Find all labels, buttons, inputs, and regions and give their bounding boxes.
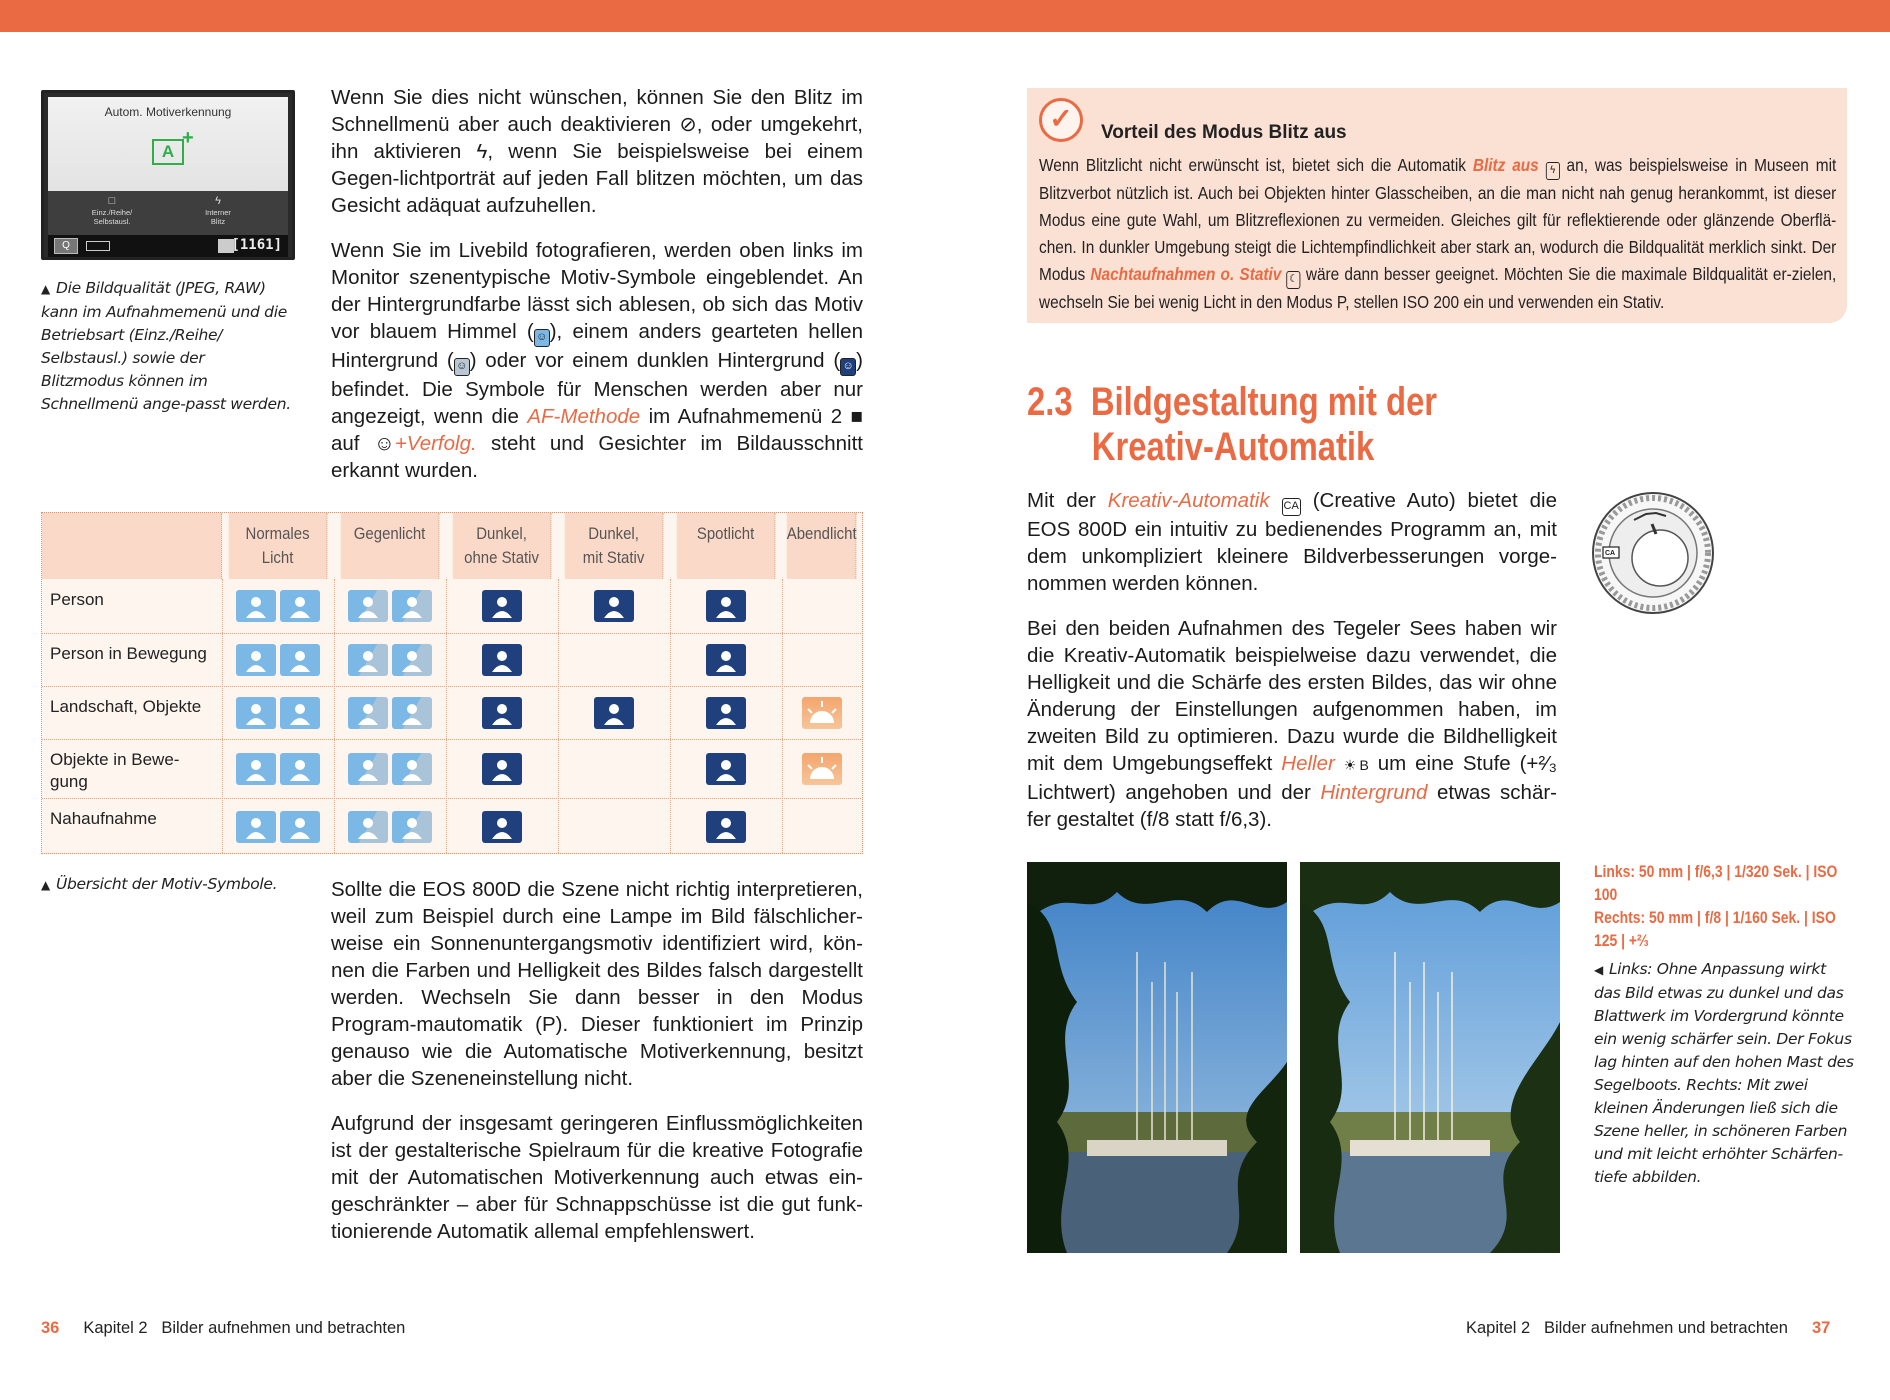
row-divider (42, 798, 861, 799)
camera-screen-top (48, 97, 288, 191)
text-span: an, was beispielsweise in Museen mit Blitzverbot nützlich ist. Auch bei Objekten hinter Glasscheiben, an die man nicht nah genug herankommt, ist dieser Modus eine gute Wahl, um Blitzreflexionen zu vermeiden. Gleiches gilt für reflektierende oder glänzende Oberflä-chen. In dunkler Umgebung steigt die Lichtempfindlichkeit aber stark an, wodurch die Bildqualität merklich sinkt. Der Modus (1039, 155, 1837, 284)
paragraph-misinterpretation: Sollte die EOS 800D die Szene nicht richtig interpretieren, weil zum Beispiel durch eine Lampe im Bild fälschlicher-weise ein Sonnenuntergangsmotiv identifiziert wird, kön-nen die Farben und Helligkeit des Bildes falsch dargestellt werden. Wechseln Sie dann besser in den Modus Program-mautomatik (P). Dieser funktioniert im Prinzip genauso wie die Automatische Motiverkennung, besitzt aber die Szeneneinstellung nicht. (331, 878, 863, 1090)
creative-auto-link[interactable]: Kreativ-Automatik (1107, 489, 1270, 512)
scene-mode-icon (348, 644, 388, 676)
quick-menu-icon: Q (54, 238, 78, 254)
scene-mode-icon (482, 753, 522, 785)
column-header: Normales Licht (229, 513, 328, 579)
flash-off-icon: ϟ (1546, 162, 1560, 180)
row-divider (42, 739, 861, 740)
scene-mode-icon (280, 644, 320, 676)
mode-dial-image (1592, 492, 1714, 614)
paragraph-tegeler-see (1027, 615, 1557, 833)
triangle-up-icon: ▲ (41, 282, 50, 296)
text-span: Wenn Sie im Livebild fotografieren, werden oben links im Monitor szenentypische Motiv-Symbole eingeblendet. An der Hintergrundfarbe lässt sich ablesen, ob sich das Motiv vor blauem Himmel ( (331, 239, 863, 343)
text-span: Bei den beiden Aufnahmen des Tegeler Sees haben wir die Kreativ-Automatik beispielweise dazu verwendet, die Helligkeit und die Schärfe des ersten Bildes, das wir ohne Änderung der Einstellungen aufgenommen haben, im zweiten Bild zu optimieren. Dazu wurde die Bildhelligkeit mit dem Umgebungseffekt (1027, 617, 1557, 775)
scene-mode-icon (280, 753, 320, 785)
row-label: Landschaft, Objekte (50, 697, 202, 716)
column-header: Spotlicht (677, 513, 776, 579)
section-heading (1027, 380, 1437, 470)
text-span: Mit der (1027, 489, 1108, 512)
page-number-left: 36 (41, 1319, 60, 1337)
flash-off-link[interactable]: Blitz aus (1472, 155, 1539, 175)
heading-line-2: Kreativ-Automatik (1091, 425, 1375, 469)
scene-mode-icon (392, 590, 432, 622)
footer-left-text: Kapitel 2 Bilder aufnehmen und betrachten (83, 1319, 406, 1337)
photo-settings-right: Rechts: 50 mm | f/8 | 1/160 Sek. | ISO 125 | +⅔ (1594, 908, 1836, 950)
night-mode-link[interactable]: Nachtaufnahmen o. Stativ (1090, 264, 1282, 284)
flash-mode-label: Interner Blitz (205, 208, 231, 226)
night-mode-icon: ☾ (1287, 271, 1301, 289)
photo-description (1594, 958, 1856, 1189)
dark-bg-icon: ☺ (840, 358, 856, 376)
face-track-icon: ☺ (373, 432, 395, 455)
column-header: Dunkel, mit Stativ (565, 513, 664, 579)
photo-settings-left: Links: 50 mm | f/6,3 | 1/320 Sek. | ISO 100 (1594, 862, 1838, 904)
column-header: Abendlicht (787, 513, 857, 579)
triangle-left-icon: ◀ (1594, 963, 1603, 977)
column-divider (446, 579, 447, 853)
scene-mode-icon (236, 753, 276, 785)
drive-mode-item (72, 197, 152, 226)
checkmark-icon: ✓ (1039, 98, 1083, 142)
camera-screen-menu (48, 191, 288, 235)
bright-bg-icon: ☺ (454, 358, 470, 376)
left-column-lower-text (331, 876, 863, 1263)
row-label: Person in Bewegung (50, 644, 207, 663)
lake-photo-dark (1027, 862, 1287, 1253)
column-header: Dunkel, ohne Stativ (453, 513, 552, 579)
column-header: Gegenlicht (341, 513, 440, 579)
scene-mode-icon (594, 697, 634, 729)
scene-mode-icon (280, 811, 320, 843)
af-method-link[interactable]: AF-Methode (527, 405, 641, 428)
row-label: Objekte in Bewe- gung (50, 750, 180, 791)
paragraph-flash: Wenn Sie dies nicht wünschen, können Sie den Blitz im Schnellmenü aber auch deaktivieren ⊘, oder umgekehrt, ihn aktivieren ϟ, wenn Sie beispielsweise bei einem Gegen-lichtporträt auf jeden Fall blitzen möchten, um das Gesicht adäquat aufzuhellen. (331, 86, 863, 217)
tip-box (1027, 88, 1847, 323)
photo-settings-caption (1594, 860, 1848, 952)
sunset-icon (802, 697, 842, 729)
camera-screen-title: Autom. Motiverkennung (104, 105, 232, 119)
blue-sky-icon: ☺ (534, 329, 550, 347)
column-divider (782, 579, 783, 853)
text-span: ) oder vor einem dunklen Hintergrund ( (469, 349, 841, 372)
section-number: 2.3 (1027, 380, 1073, 424)
footer-right (1466, 1319, 1830, 1338)
lake-photo-bright (1300, 862, 1560, 1253)
camera-icon: ■ (850, 405, 863, 428)
page-number-right: 37 (1811, 1319, 1831, 1337)
paragraph-creative-auto (1027, 487, 1557, 597)
dial-ca-label: CA (1605, 550, 1616, 557)
photo-right (1300, 862, 1560, 1253)
camera-caption (41, 277, 291, 416)
scene-mode-icon (236, 644, 276, 676)
text-span: steht und Gesichter im Bildausschnitt erkannt wurden. (331, 432, 863, 482)
text-span: auf (331, 432, 374, 455)
scene-mode-icon (392, 811, 432, 843)
scene-mode-icon (280, 590, 320, 622)
right-column-intro (1027, 487, 1557, 851)
row-label: Person (50, 590, 104, 609)
scene-mode-icon (706, 644, 746, 676)
camera-status-bar (48, 235, 288, 257)
text-span: etwas schär-fer gestaltet (f/8 statt f/6,3). (1027, 781, 1557, 831)
text-span: ), einem anders gearteten hellen Hintergrund ( (331, 320, 863, 372)
battery-icon (86, 241, 110, 251)
table-caption (41, 873, 291, 897)
scene-mode-icon (236, 697, 276, 729)
scene-mode-icon (482, 590, 522, 622)
ca-mode-icon: CA (1282, 498, 1301, 516)
scene-icon-table (41, 512, 863, 854)
scene-mode-icon (392, 697, 432, 729)
scene-mode-icon (706, 753, 746, 785)
scene-mode-icon (482, 644, 522, 676)
text-span: ) befindet. Die Symbole für Menschen werden aber nur angezeigt, wenn die (331, 349, 863, 428)
text-span: wäre dann besser geeignet. Möchten Sie die maximale Bildqualität er-zielen, wechseln Sie bei wenig Licht in den Modus P, stellen ISO 200 ein und verwenden ein Stativ. (1039, 264, 1837, 312)
shot-count: [1161] (231, 237, 282, 253)
text-span: Wenn Blitzlicht nicht erwünscht ist, bietet sich die Automatik (1039, 155, 1473, 175)
row-label: Nahaufnahme (50, 809, 157, 828)
row-divider (42, 686, 861, 687)
scene-auto-icon: A (152, 139, 184, 165)
column-divider (222, 579, 223, 853)
scene-mode-icon (236, 590, 276, 622)
drive-mode-icon: □ (108, 195, 116, 207)
column-divider (670, 579, 671, 853)
flash-mode-item (178, 197, 258, 226)
flash-icon: ϟ (215, 195, 221, 207)
paragraph-conclusion: Aufgrund der insgesamt geringeren Einflussmöglichkeiten ist der gestalterische Spielraum für die kreative Fotografie mit der Automatischen Motiverkennung auch etwas ein-geschränkter – aber für Schnappschüsse ist die gut funk-tionierende Automatik allemal empfehlenswert. (331, 1112, 863, 1243)
table-corner (42, 513, 222, 579)
tip-text (1039, 152, 1836, 316)
photo-left (1027, 862, 1287, 1253)
scene-mode-icon (594, 590, 634, 622)
text-span: im Aufnahmemenü 2 (640, 405, 851, 428)
brighter-link[interactable]: Heller (1281, 752, 1335, 775)
scene-mode-icon (706, 697, 746, 729)
footer-right-text: Kapitel 2 Bilder aufnehmen und betrachten (1466, 1319, 1788, 1337)
camera-caption-text: Die Bildqualität (JPEG, RAW) kann im Aufnahmemenü und die Betriebsart (Einz./Reihe/ Selbstausl.) sowie der Blitzmodus können im Schnellmenü ange-passt werden. (41, 279, 291, 413)
scene-mode-icon (348, 811, 388, 843)
column-divider (558, 579, 559, 853)
scene-mode-icon (392, 644, 432, 676)
drive-mode-label: Einz./Reihe/ Selbstausl. (91, 208, 133, 226)
scene-mode-icon (706, 811, 746, 843)
scene-mode-icon (348, 697, 388, 729)
table-caption-text: Übersicht der Motiv-Symbole. (55, 875, 278, 893)
top-accent-bar (0, 0, 1890, 32)
tracking-link[interactable]: +Verfolg. (394, 432, 477, 455)
column-divider (334, 579, 335, 853)
footer-left (41, 1319, 405, 1338)
scene-mode-icon (348, 590, 388, 622)
ambience-icon: ☀B (1343, 757, 1369, 773)
plus-icon: + (182, 127, 194, 149)
row-divider (42, 633, 861, 634)
text-span: (Creative Auto) bietet die EOS 800D ein intuitiv zu bedienendes Programm an, mit dem unkompliziert kleinere Bildverbesserungen vorge-nommen werden können. (1027, 489, 1557, 595)
photo-description-text: Links: Ohne Anpassung wirkt das Bild etwas zu dunkel und das Blattwerk im Vordergrund könnte ein wenig schärfer sein. Der Fokus lag hinten auf den hohen Mast des Segelboots. Rechts: Mit zwei kleinen Änderungen ließ sich die Szene heller, in schöneren Farben und mit leicht erhöhter Schärfen-tiefe abbilden. (1594, 960, 1854, 1186)
left-column-text (331, 84, 863, 502)
scene-mode-icon (236, 811, 276, 843)
scene-mode-icon (482, 811, 522, 843)
scene-mode-icon (482, 697, 522, 729)
paragraph-livebild (331, 237, 863, 484)
scene-mode-icon (348, 753, 388, 785)
scene-mode-icon (280, 697, 320, 729)
heading-line-1-text: Bildgestaltung mit der (1090, 380, 1438, 424)
camera-screen-image (41, 90, 295, 260)
scene-mode-icon (392, 753, 432, 785)
background-link[interactable]: Hintergrund (1320, 781, 1428, 804)
tip-title: Vorteil des Modus Blitz aus (1101, 122, 1347, 143)
scene-mode-icon (706, 590, 746, 622)
text-span: um eine Stufe (+²⁄₃ Lichtwert) angehoben und der (1027, 752, 1557, 804)
sunset-icon (802, 753, 842, 785)
heading-line-1 (1027, 380, 1437, 425)
triangle-up-icon: ▲ (41, 878, 50, 892)
